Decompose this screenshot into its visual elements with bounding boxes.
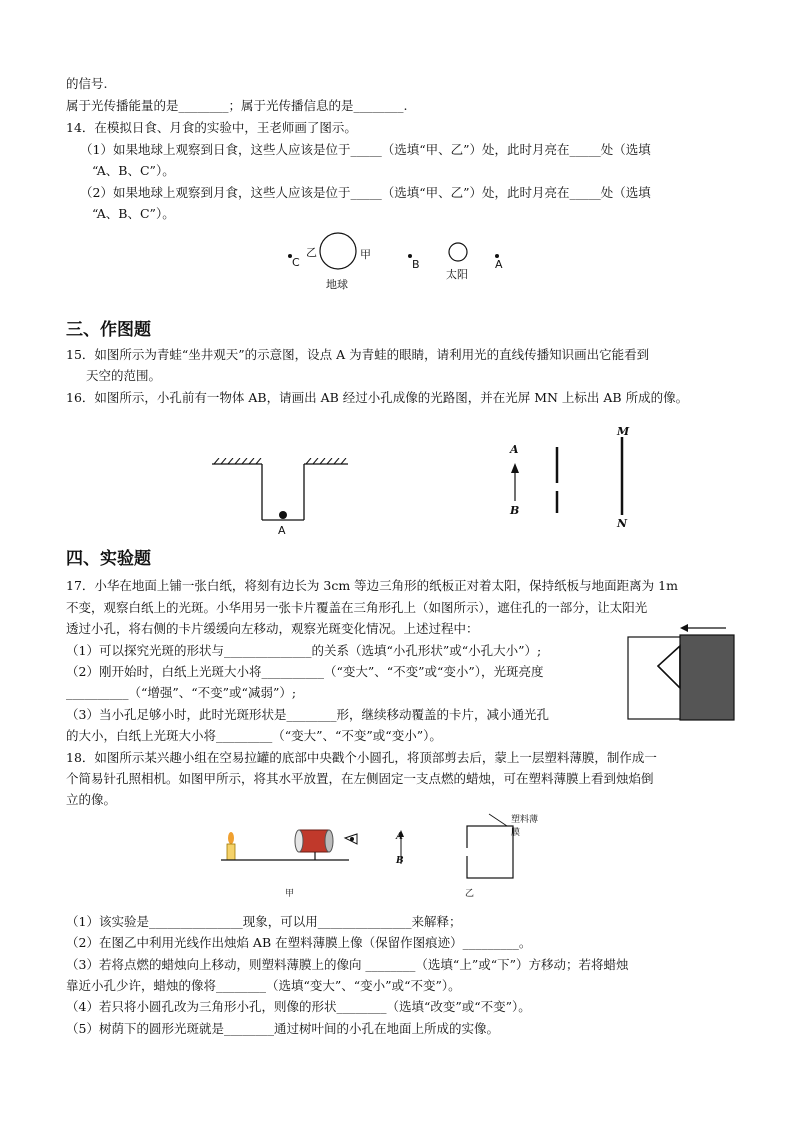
object-b-label: B [510, 504, 520, 517]
candle-body [227, 844, 235, 860]
q17-line1: 17．小华在地面上铺一张白纸，将刻有边长为 3cm 等边三角形的纸板正对着太阳，保持纸板与地面距离为 1m [66, 578, 678, 593]
label-sun: 太阳 [446, 268, 468, 281]
q15-line2: 天空的范围。 [86, 368, 162, 383]
q14-part1-line2: “A、B、C”）。 [92, 163, 175, 178]
q15-line1: 15．如图所示为青蛙“坐井观天”的示意图，设点 A 为青蛙的眼睛，请利用光的直线传播知识画出它能看到 [66, 347, 650, 362]
flame-b-label: B [396, 856, 404, 866]
figure-jia-label: 甲 [285, 889, 295, 899]
q18-part3-line1: （3）若将点燃的蜡烛向上移动，则塑料薄膜上的像向 ________（选填“上”或“下”）方移动；若将蜡烛 [66, 957, 629, 972]
earth-circle [320, 233, 356, 269]
film-label: 塑料薄膜 [511, 815, 539, 838]
q18-part3-line2: 靠近小孔少许，蜡烛的像将________（选填“变大”、“变小”或“不变”）。 [66, 978, 461, 993]
q18-part5: （5）树荫下的圆形光斑就是________通过树叶间的小孔在地面上所成的实像。 [66, 1021, 499, 1036]
q18-part1: （1）该实验是_______________现象，可以用_______________来解释； [66, 914, 462, 929]
triangle-card-diagram [626, 620, 736, 722]
q14-stem: 14．在模拟日食、月食的实验中，王老师画了图示。 [66, 120, 357, 135]
well-figure [210, 458, 350, 538]
film-square [467, 826, 513, 878]
can-front [295, 830, 303, 852]
label-b: B [412, 258, 420, 271]
eclipse-diagram [280, 228, 520, 298]
energy-info-line: 属于光传播能量的是________；属于光传播信息的是________. [66, 98, 408, 113]
label-jia: 甲 [360, 248, 371, 261]
q18-line2: 个简易针孔照相机。如图甲所示，将其水平放置，在左侧固定一支点燃的蜡烛，可在塑料薄膜上看到烛焰倒 [66, 771, 654, 786]
q18-part4: （4）若只将小圆孔改为三角形小孔，则像的形状________（选填“改变”或“不变”）。 [66, 999, 531, 1014]
flame-a-label: A [396, 832, 403, 842]
q14-part2-line1: （2）如果地球上观察到月食，这些人应该是位于_____（选填“甲、乙”）处，此时月亮在_____处（选填 [80, 185, 651, 200]
sun-circle [449, 243, 467, 261]
q17-line6: __________（“增强”、“不变”或“减弱”）; [66, 685, 297, 700]
q14-part2-line2: “A、B、C”）。 [92, 206, 175, 221]
frog-eye-label: A [278, 524, 286, 537]
label-earth: 地球 [326, 278, 348, 291]
q18-line3: 立的像。 [66, 792, 117, 807]
q17-line5: （2）刚开始时，白纸上光斑大小将__________（“变大”、“不变”或“变小”），光斑亮度 [66, 664, 544, 679]
q17-line2: 不变，观察白纸上的光斑。小华用另一张卡片覆盖在三角形孔上（如图所示），遮住孔的一部分，让太阳光 [66, 600, 648, 615]
pinhole-camera-diagram [215, 812, 545, 904]
q14-part1-line1: （1）如果地球上观察到日食，这些人应该是位于_____（选填“甲、乙”）处，此时月亮在_____处（选填 [80, 142, 651, 157]
section-drawing-title: 三、作图题 [66, 320, 151, 340]
pinhole-figure [500, 425, 640, 535]
label-a: A [495, 258, 503, 271]
q18-part2: （2）在图乙中利用光线作出烛焰 AB 在塑料薄膜上像（保留作图痕迹）_________。 [66, 935, 532, 950]
screen-n-label: N [617, 517, 628, 530]
candle-flame [228, 832, 234, 844]
q17-line3: 透过小孔，将右侧的卡片缓缓向左移动，观察光斑变化情况。上述过程中： [66, 621, 479, 636]
section-experiment-title: 四、实验题 [66, 549, 151, 569]
q17-line8: 的大小，白纸上光斑大小将_________（“变大”、“不变”或“变小”）。 [66, 728, 442, 743]
figure-yi-label: 乙 [465, 889, 475, 899]
frog-eye-dot [279, 511, 287, 519]
eclipse-figure [280, 228, 520, 298]
label-c: C [292, 256, 300, 269]
signal-line: 的信号. [66, 76, 108, 91]
can-back [325, 830, 333, 852]
pinhole-camera-figure [215, 812, 545, 904]
q17-line7: （3）当小孔足够小时，此时光斑形状是________形，继续移动覆盖的卡片，减小通光孔 [66, 707, 549, 722]
q17-line4: （1）可以探究光斑的形状与______________的关系（选填“小孔形状”或“小孔大小”）; [66, 643, 542, 658]
triangle-card-figure [626, 620, 736, 722]
q16-line1: 16．如图所示，小孔前有一物体 AB，请画出 AB 经过小孔成像的光路图，并在光屏 MN 上标出 AB 所成的像。 [66, 390, 689, 405]
object-a-label: A [510, 443, 519, 456]
screen-m-label: M [617, 425, 630, 438]
label-yi: 乙 [306, 246, 317, 259]
q18-line1: 18．如图所示某兴趣小组在空易拉罐的底部中央戳个小圆孔，将顶部剪去后，蒙上一层塑料薄膜，制作成一 [66, 750, 657, 765]
